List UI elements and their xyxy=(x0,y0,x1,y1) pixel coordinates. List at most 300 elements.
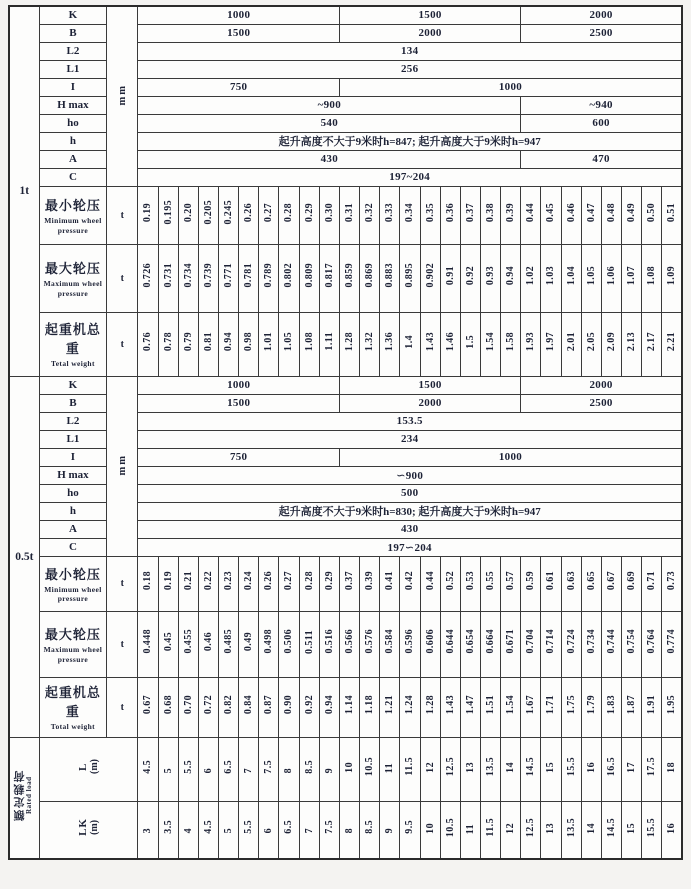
value-cell xyxy=(178,677,198,737)
value-cell xyxy=(440,556,460,611)
value-cell-text: 1.09 xyxy=(666,265,678,286)
value-cell-text: 10 xyxy=(424,822,436,834)
value-cell xyxy=(662,677,682,737)
value-cell xyxy=(319,611,339,677)
value-cell-text: 0.90 xyxy=(283,694,295,715)
value-cell-text: 9 xyxy=(323,767,335,773)
value-cell xyxy=(480,244,500,312)
value-cell-text: 0.71 xyxy=(646,571,658,591)
value-cell-text: 0.34 xyxy=(404,202,416,223)
value-cell-text: 0.94 xyxy=(505,265,517,286)
value-cell-text: 0.61 xyxy=(545,571,557,591)
value-cell-text: 0.754 xyxy=(625,629,637,654)
value-cell-text: 1.97 xyxy=(545,331,557,352)
value-cell xyxy=(380,801,400,859)
value-cell xyxy=(621,556,641,611)
value-cell-text: 0.44 xyxy=(424,571,436,591)
value-cell-text: 0.883 xyxy=(384,263,396,288)
value-cell xyxy=(460,312,480,376)
param-label: A xyxy=(39,520,106,538)
value-cell-text: 0.46 xyxy=(202,631,214,652)
value-cell-text: 5 xyxy=(223,828,235,834)
value-cell-text: 0.67 xyxy=(142,694,154,715)
value-cell-text: 9.5 xyxy=(404,820,416,835)
value-cell xyxy=(178,556,198,611)
value-cell-text: 0.644 xyxy=(444,629,456,654)
rated-load-label xyxy=(9,737,39,859)
value-cell xyxy=(420,677,440,737)
value-cell-text: 0.739 xyxy=(202,263,214,288)
value-cell xyxy=(561,611,581,677)
value-cell xyxy=(480,611,500,677)
value-cell-text: 3.5 xyxy=(162,820,174,835)
value-cell-text: 1.79 xyxy=(585,694,597,715)
rated-load-zh: 额定载荷 xyxy=(14,769,27,822)
value-cell-text: 0.724 xyxy=(565,629,577,654)
value-cell-text: 14 xyxy=(585,822,597,834)
param-label: I xyxy=(39,78,106,96)
value-cell xyxy=(158,244,178,312)
value-cell xyxy=(621,801,641,859)
value-cell-text: 17 xyxy=(625,762,637,773)
value-cell-text: 0.68 xyxy=(162,694,174,715)
value-cell xyxy=(662,611,682,677)
value-cell xyxy=(339,737,359,801)
value-cell-text: 0.94 xyxy=(223,331,235,352)
value-cell-text: 13.5 xyxy=(565,817,577,837)
pressure-label-zh: 起重机总重 xyxy=(44,322,101,357)
value-cell-text: 1.01 xyxy=(263,331,275,352)
value-cell xyxy=(198,244,218,312)
param-label: I xyxy=(39,448,106,466)
data-row-tot xyxy=(9,312,682,376)
value-cell xyxy=(561,312,581,376)
dim-unit-mm xyxy=(107,376,138,556)
value-cell-text: 0.84 xyxy=(243,694,255,715)
value-cell xyxy=(460,186,480,244)
value-cell xyxy=(178,244,198,312)
value-cell xyxy=(642,244,662,312)
value-cell xyxy=(440,244,460,312)
value-cell-text: 0.734 xyxy=(182,263,194,288)
param-label: h xyxy=(39,502,106,520)
param-label: L1 xyxy=(39,430,106,448)
value-cell xyxy=(420,737,440,801)
value-cell xyxy=(621,312,641,376)
value-cell-text: 16 xyxy=(585,762,597,773)
value-cell xyxy=(521,737,541,801)
value-cell-text: 7 xyxy=(303,828,315,834)
value-cell xyxy=(279,186,299,244)
span-label xyxy=(39,801,138,859)
dim-value: 750 xyxy=(138,448,340,466)
value-cell-text: 0.902 xyxy=(424,263,436,288)
value-cell xyxy=(420,801,440,859)
value-cell-text: 0.92 xyxy=(464,265,476,286)
value-cell xyxy=(178,186,198,244)
value-cell-text: 0.576 xyxy=(364,629,376,654)
dim-value: 234 xyxy=(138,430,682,448)
value-cell-text: 0.774 xyxy=(666,629,678,654)
value-cell xyxy=(138,737,158,801)
value-cell xyxy=(339,611,359,677)
param-label: B xyxy=(39,394,106,412)
value-cell xyxy=(601,611,621,677)
value-cell xyxy=(420,312,440,376)
value-cell-text: 0.895 xyxy=(404,263,416,288)
value-cell-text: 0.516 xyxy=(323,629,335,654)
value-cell-text: 12 xyxy=(505,822,517,834)
value-cell-text: 0.28 xyxy=(303,571,315,591)
dim-value: 153.5 xyxy=(138,412,682,430)
load-label: 0.5t xyxy=(9,376,39,737)
value-cell xyxy=(138,677,158,737)
value-cell xyxy=(259,244,279,312)
dim-row-k xyxy=(9,6,682,24)
value-cell-text: 10 xyxy=(344,762,355,773)
value-cell xyxy=(621,186,641,244)
value-cell-text: 0.45 xyxy=(162,631,174,652)
value-cell xyxy=(561,801,581,859)
pressure-unit: t xyxy=(107,611,138,677)
value-cell-text: 13 xyxy=(545,822,557,834)
value-cell xyxy=(339,677,359,737)
value-cell xyxy=(360,801,380,859)
value-cell xyxy=(581,556,601,611)
value-cell-text: 0.91 xyxy=(444,265,456,286)
dim-value: 1500 xyxy=(138,24,340,42)
pressure-label xyxy=(39,186,106,244)
pressure-label-zh: 最大轮压 xyxy=(44,261,101,277)
value-cell xyxy=(420,611,440,677)
value-cell-text: 17.5 xyxy=(646,756,658,777)
value-cell xyxy=(642,186,662,244)
value-cell xyxy=(440,186,460,244)
value-cell xyxy=(501,677,521,737)
dim-unit-mm-text: mm xyxy=(116,84,128,106)
value-cell xyxy=(400,312,420,376)
span-label-unit: (m) xyxy=(89,759,101,774)
value-cell-text: 0.817 xyxy=(323,263,335,288)
value-cell-text: 1.18 xyxy=(364,694,376,715)
value-cell xyxy=(400,556,420,611)
value-cell xyxy=(299,556,319,611)
value-cell-text: 0.566 xyxy=(344,629,355,654)
value-cell xyxy=(541,244,561,312)
value-cell xyxy=(400,611,420,677)
pressure-unit: t xyxy=(107,312,138,376)
span-label xyxy=(39,737,138,801)
pressure-label xyxy=(39,677,106,737)
value-cell xyxy=(380,186,400,244)
pressure-label xyxy=(39,312,106,376)
value-cell xyxy=(521,801,541,859)
value-cell xyxy=(339,801,359,859)
value-cell-text: 2.13 xyxy=(625,331,637,352)
dim-value: 1000 xyxy=(138,6,340,24)
dim-value: 750 xyxy=(138,78,340,96)
dim-value: 2000 xyxy=(521,376,682,394)
value-cell-text: 0.714 xyxy=(545,629,557,654)
value-cell-text: 4 xyxy=(182,828,194,834)
value-cell-text: 0.81 xyxy=(202,331,214,352)
value-cell xyxy=(198,312,218,376)
value-cell-text: 10.5 xyxy=(444,817,456,837)
value-cell-text: 1.24 xyxy=(404,694,416,715)
value-cell xyxy=(299,677,319,737)
pressure-unit: t xyxy=(107,186,138,244)
pressure-label-en: Minimum wheel pressure xyxy=(44,216,102,235)
value-cell-text: 0.448 xyxy=(142,629,154,654)
value-cell-text: 0.654 xyxy=(464,629,476,654)
value-cell-text: 1.32 xyxy=(364,331,376,352)
value-cell xyxy=(380,312,400,376)
value-cell-text: 18 xyxy=(666,762,678,773)
value-cell xyxy=(259,556,279,611)
value-cell xyxy=(218,677,238,737)
pressure-label-zh: 最小轮压 xyxy=(44,198,101,214)
value-cell xyxy=(319,556,339,611)
value-cell xyxy=(521,186,541,244)
value-cell-text: 0.584 xyxy=(384,629,396,654)
value-cell xyxy=(501,312,521,376)
value-cell xyxy=(541,737,561,801)
value-cell xyxy=(299,312,319,376)
value-cell xyxy=(601,801,621,859)
value-cell-text: 2.09 xyxy=(605,331,617,352)
dim-value: ∽900 xyxy=(138,466,682,484)
value-cell xyxy=(501,244,521,312)
value-cell-text: 0.37 xyxy=(344,571,355,591)
value-cell-text: 1.4 xyxy=(404,334,416,349)
value-cell-text: 15.5 xyxy=(646,817,658,837)
value-cell xyxy=(138,312,158,376)
value-cell-text: 0.29 xyxy=(303,202,315,223)
value-cell-text: 1.07 xyxy=(625,265,637,286)
dim-value: 256 xyxy=(138,60,682,78)
value-cell-text: 5.5 xyxy=(182,759,194,774)
value-cell xyxy=(642,312,662,376)
value-cell xyxy=(279,611,299,677)
value-cell xyxy=(178,312,198,376)
dim-value: 600 xyxy=(521,114,682,132)
value-cell-text: 1.54 xyxy=(505,694,517,715)
value-cell-text: 0.41 xyxy=(384,571,396,591)
value-cell xyxy=(621,244,641,312)
value-cell-text: 15 xyxy=(545,762,557,773)
value-cell-text: 7.5 xyxy=(263,759,275,774)
span-label-text xyxy=(77,759,100,774)
value-cell-text: 0.52 xyxy=(444,571,456,591)
value-cell-text: 0.72 xyxy=(202,694,214,715)
dim-value: 2000 xyxy=(339,24,520,42)
dim-value: ~900 xyxy=(138,96,521,114)
spec-sheet xyxy=(8,5,683,860)
value-cell xyxy=(178,737,198,801)
value-cell xyxy=(400,244,420,312)
value-cell xyxy=(440,737,460,801)
value-cell-text: 1.47 xyxy=(464,694,476,715)
value-cell xyxy=(138,186,158,244)
param-label: L1 xyxy=(39,60,106,78)
value-cell-text: 0.19 xyxy=(162,571,174,591)
value-cell-text: 3 xyxy=(142,828,154,834)
value-cell-text: 1.03 xyxy=(545,265,557,286)
dim-row-k xyxy=(9,376,682,394)
value-cell xyxy=(279,801,299,859)
value-cell-text: 0.704 xyxy=(525,629,537,654)
value-cell-text: 1.93 xyxy=(525,331,537,352)
pressure-label xyxy=(39,556,106,611)
value-cell-text: 0.485 xyxy=(223,629,235,654)
value-cell xyxy=(380,737,400,801)
value-cell xyxy=(178,801,198,859)
value-cell xyxy=(541,186,561,244)
value-cell-text: 1.75 xyxy=(565,694,577,715)
dim-value: 2000 xyxy=(339,394,520,412)
value-cell-text: 12.5 xyxy=(444,756,456,777)
param-label: K xyxy=(39,6,106,24)
value-cell-text: 0.38 xyxy=(484,202,496,223)
value-cell-text: 0.498 xyxy=(263,629,275,654)
value-cell-text: 2.17 xyxy=(646,331,658,352)
value-cell xyxy=(158,677,178,737)
value-cell-text: 2.05 xyxy=(585,331,597,352)
value-cell-text: 6.5 xyxy=(223,759,235,774)
value-cell xyxy=(561,186,581,244)
value-cell xyxy=(642,677,662,737)
span-label-unit: (m) xyxy=(89,819,101,835)
value-cell-text: 10.5 xyxy=(364,756,376,777)
pressure-label-en: Maximum wheel pressure xyxy=(43,645,103,664)
value-cell-text: 0.809 xyxy=(303,263,315,288)
value-cell xyxy=(360,556,380,611)
value-cell-text: 0.78 xyxy=(162,331,174,352)
value-cell-text: 0.51 xyxy=(666,202,678,223)
value-cell xyxy=(581,611,601,677)
value-cell-text: 1.08 xyxy=(303,331,315,352)
value-cell-text: 0.30 xyxy=(323,202,335,223)
param-label: A xyxy=(39,150,106,168)
value-cell-text: 9 xyxy=(384,828,396,834)
value-cell-text: 8.5 xyxy=(364,820,376,835)
value-cell-text: 0.45 xyxy=(545,202,557,223)
value-cell xyxy=(259,312,279,376)
value-cell xyxy=(158,801,178,859)
value-cell xyxy=(541,312,561,376)
value-cell-text: 1.87 xyxy=(625,694,637,715)
dim-value: 197∽204 xyxy=(138,538,682,556)
dim-value: 134 xyxy=(138,42,682,60)
value-cell xyxy=(541,677,561,737)
value-cell-text: 1.28 xyxy=(344,331,355,352)
value-cell xyxy=(501,556,521,611)
param-label: H max xyxy=(39,96,106,114)
value-cell xyxy=(239,556,259,611)
pressure-label-en: Maximum wheel pressure xyxy=(43,279,103,298)
value-cell xyxy=(662,312,682,376)
value-cell-text: 13 xyxy=(464,762,476,773)
value-cell xyxy=(662,186,682,244)
value-cell xyxy=(319,801,339,859)
value-cell-text: 0.50 xyxy=(646,202,658,223)
value-cell xyxy=(642,737,662,801)
value-cell xyxy=(420,186,440,244)
pressure-label xyxy=(39,244,106,312)
value-cell-text: 0.87 xyxy=(263,694,275,715)
value-cell-text: 0.49 xyxy=(625,202,637,223)
value-cell-text: 0.606 xyxy=(424,629,436,654)
param-label: C xyxy=(39,538,106,556)
value-cell-text: 13.5 xyxy=(484,756,496,777)
value-cell xyxy=(158,611,178,677)
dim-value: 430 xyxy=(138,520,682,538)
value-cell xyxy=(319,677,339,737)
value-cell-text: 11.5 xyxy=(484,817,496,837)
value-cell-text: 0.18 xyxy=(142,571,154,591)
crane-spec-table xyxy=(8,5,683,860)
value-cell xyxy=(360,677,380,737)
value-cell xyxy=(480,186,500,244)
value-cell xyxy=(138,556,158,611)
value-cell-text: 6.5 xyxy=(283,820,295,835)
value-cell xyxy=(440,312,460,376)
value-cell-text: 0.744 xyxy=(605,629,617,654)
value-cell xyxy=(601,737,621,801)
value-cell xyxy=(480,312,500,376)
value-cell xyxy=(601,312,621,376)
value-cell-text: 8 xyxy=(283,767,295,773)
span-label-letter: LK xyxy=(77,818,89,837)
pressure-label-en: Tetal weight xyxy=(50,359,95,369)
value-cell-text: 0.869 xyxy=(364,263,376,288)
dim-value: 起升高度不大于9米时h=847; 起升高度大于9米时h=947 xyxy=(138,132,682,150)
value-cell-text: 0.26 xyxy=(243,202,255,223)
value-cell xyxy=(380,611,400,677)
value-cell xyxy=(480,556,500,611)
data-row-min xyxy=(9,556,682,611)
value-cell-text: 0.506 xyxy=(283,629,295,654)
value-cell xyxy=(239,186,259,244)
value-cell-text: 0.511 xyxy=(303,629,315,654)
param-label: B xyxy=(39,24,106,42)
value-cell xyxy=(339,312,359,376)
load-label: 1t xyxy=(9,6,39,376)
value-cell xyxy=(158,737,178,801)
value-cell xyxy=(581,737,601,801)
value-cell-text: 1.06 xyxy=(605,265,617,286)
dim-value: 2000 xyxy=(521,6,682,24)
pressure-unit: t xyxy=(107,244,138,312)
value-cell-text: 11 xyxy=(384,762,396,773)
value-cell xyxy=(239,677,259,737)
value-cell-text: 1.08 xyxy=(646,265,658,286)
dim-value: 1500 xyxy=(339,6,520,24)
dim-value: 1500 xyxy=(339,376,520,394)
value-cell xyxy=(319,737,339,801)
value-cell xyxy=(380,677,400,737)
pressure-unit: t xyxy=(107,677,138,737)
value-cell-text: 0.39 xyxy=(364,571,376,591)
value-cell-text: 0.20 xyxy=(182,202,194,223)
value-cell xyxy=(319,312,339,376)
pressure-unit: t xyxy=(107,556,138,611)
value-cell-text: 1.04 xyxy=(565,265,577,286)
param-label: C xyxy=(39,168,106,186)
value-cell-text: 1.67 xyxy=(525,694,537,715)
value-cell xyxy=(440,611,460,677)
value-cell-text: 0.21 xyxy=(182,571,194,591)
